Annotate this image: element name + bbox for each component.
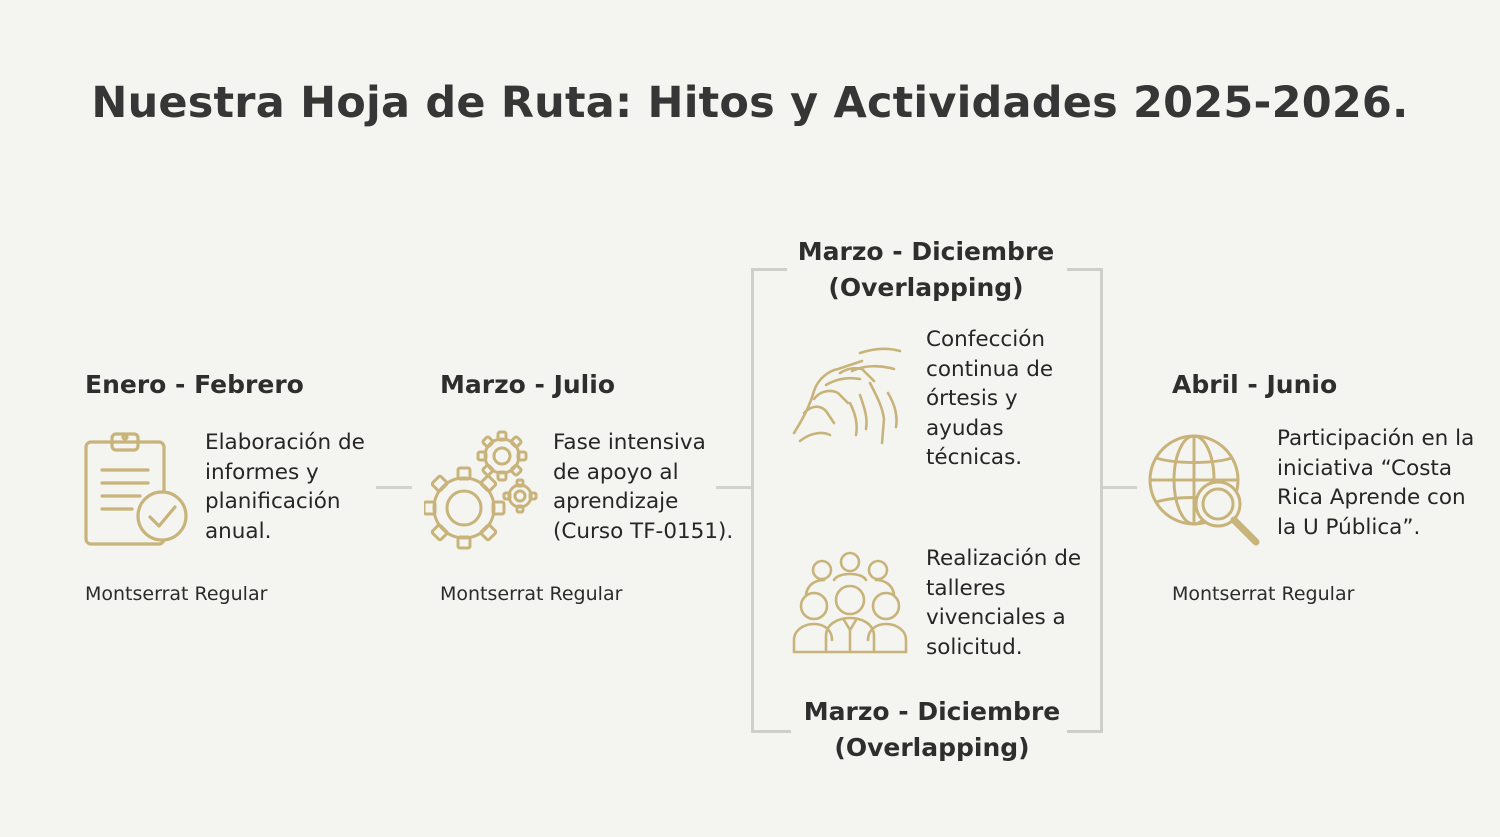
font-note: Montserrat Regular bbox=[440, 583, 623, 605]
activity-description: Realización de talleres vivenciales a solicitud. bbox=[926, 546, 1082, 660]
group-people-icon bbox=[790, 548, 910, 658]
milestone-description: Fase intensiva de apoyo al aprendizaje (Curso TF-0151). bbox=[553, 430, 734, 544]
milestone-period-bottom: Marzo - Diciembre (Overlapping) bbox=[803, 697, 1061, 762]
connector-line bbox=[1103, 486, 1137, 489]
milestone-description: Participación en la iniciativa “Costa Rica Aprende con la U Pública”. bbox=[1277, 426, 1475, 540]
connector-line bbox=[376, 486, 412, 489]
clipboard-check-icon bbox=[82, 428, 192, 550]
globe-search-icon bbox=[1146, 432, 1264, 550]
gears-icon bbox=[424, 430, 544, 550]
milestone-period: Marzo - Julio bbox=[440, 370, 615, 399]
activity-description: Confección continua de órtesis y ayudas técnicas. bbox=[926, 327, 1054, 470]
page-title: Nuestra Hoja de Ruta: Hitos y Actividades 2025-2026. bbox=[91, 78, 1409, 128]
font-note: Montserrat Regular bbox=[1172, 583, 1355, 605]
bracket-left bbox=[751, 268, 754, 733]
milestone-period: Abril - Junio bbox=[1172, 370, 1338, 399]
milestone-period-top: Marzo - Diciembre (Overlapping) bbox=[797, 237, 1055, 302]
font-note: Montserrat Regular bbox=[85, 583, 268, 605]
hands-orthosis-icon bbox=[790, 343, 910, 453]
bracket-right bbox=[1100, 268, 1103, 733]
milestone-period: Enero - Febrero bbox=[85, 370, 304, 399]
milestone-description: Elaboración de informes y planificación anual. bbox=[205, 430, 365, 544]
